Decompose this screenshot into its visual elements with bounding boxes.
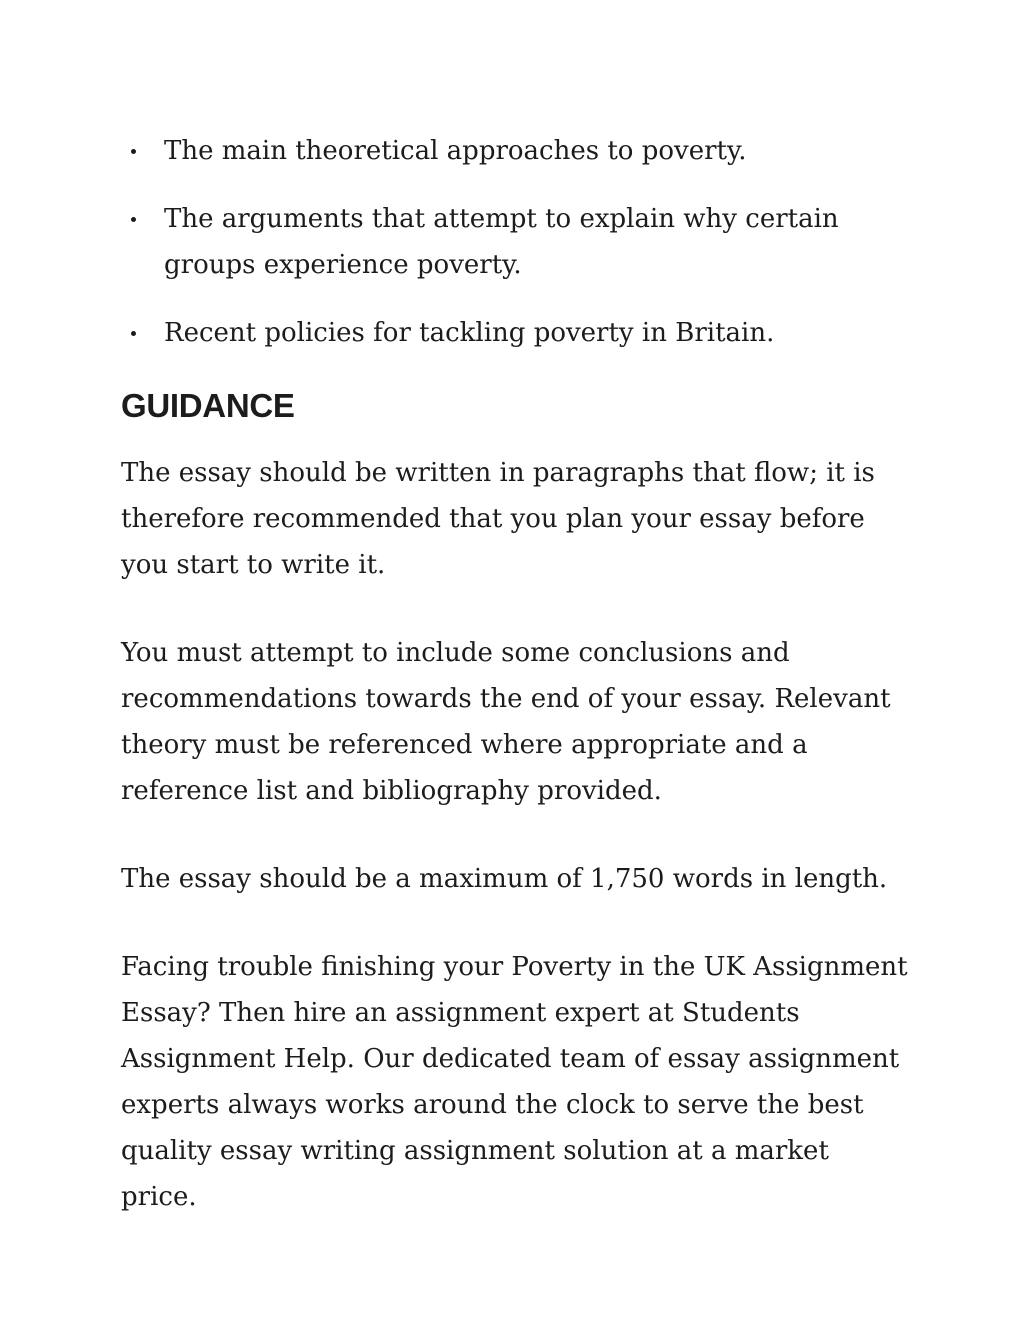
bullet-item <box>121 196 911 288</box>
promo-paragraph: Facing trouble finishing your Poverty in the UK Assignment Essay? Then hire an assignment expert at Students Assignment Help. Our dedicated team of essay assignment experts always works around the clock to serve the best quality essay writing assignment solution at a market price. <box>121 952 908 1212</box>
bullet-dot-icon <box>131 331 136 336</box>
bullet-text: The arguments that attempt to explain why certain groups experience poverty. <box>164 204 839 280</box>
guidance-paragraph: You must attempt to include some conclusions and recommendations towards the end of your essay. Relevant theory must be referenced where appropriate and a reference list and bibliography provided. <box>121 638 891 806</box>
bullet-text: The main theoretical approaches to poverty. <box>164 136 747 166</box>
document-page <box>121 128 911 1262</box>
bullet-dot-icon <box>131 217 136 222</box>
word-limit-paragraph: The essay should be a maximum of 1,750 words in length. <box>121 864 888 894</box>
bullet-item <box>121 128 911 174</box>
guidance-paragraph: The essay should be written in paragraphs that flow; it is therefore recommended that you plan your essay before you start to write it. <box>121 458 875 580</box>
bullet-text: Recent policies for tackling poverty in Britain. <box>164 318 775 348</box>
bullet-item <box>121 310 911 356</box>
bullet-dot-icon <box>131 149 136 154</box>
topic-bullet-list <box>121 128 911 356</box>
guidance-heading: GUIDANCE <box>121 387 295 424</box>
